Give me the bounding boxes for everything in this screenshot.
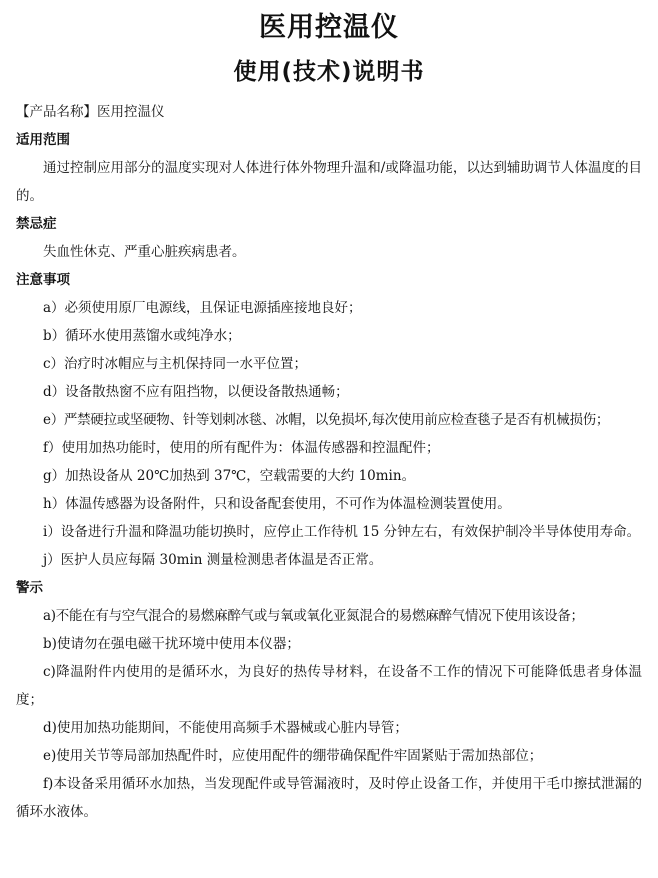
warning-item-d: d)使用加热功能期间，不能使用高频手术器械或心脏内导管；	[43, 720, 408, 736]
scope-text: 通过控制应用部分的温度实现对人体进行体外物理升温和/或降温功能，以达到辅助调节人体温度的目的。	[16, 160, 642, 204]
warnings-list	[16, 602, 642, 826]
precaution-item-i: i）设备进行升温和降温功能切换时，应停止工作待机 15 分钟左右，有效保护制冷半导体使用寿命。	[43, 524, 641, 540]
document-title: 医用控温仪	[259, 12, 399, 43]
warning-item-e: e)使用关节等局部加热配件时，应使用配件的绷带确保配件牢固紧贴于需加热部位；	[43, 748, 543, 764]
precaution-item-d: d）设备散热窗不应有阻挡物，以便设备散热通畅；	[43, 384, 349, 400]
precaution-item-h: h）体温传感器为设备附件，只和设备配套使用，不可作为体温检测装置使用。	[43, 496, 511, 512]
precaution-item-j: j）医护人员应每隔 30min 测量检测患者体温是否正常。	[43, 552, 383, 568]
warning-item-a: a)不能在有与空气混合的易燃麻醉气或与氧或氧化亚氮混合的易燃麻醉气情况下使用该设备；	[43, 608, 584, 624]
contraindications-text: 失血性休克、严重心脏疾病患者。	[43, 244, 246, 260]
document-subtitle: 使用(技术)说明书	[233, 59, 425, 85]
warning-item-b: b)使请勿在强电磁干扰环境中使用本仪器；	[43, 636, 300, 652]
warning-item-c: c)降温附件内使用的是循环水，为良好的热传导材料，在设备不工作的情况下可能降低患者身体温度；	[16, 664, 642, 708]
warning-item-f: f)本设备采用循环水加热，当发现配件或导管漏液时，及时停止设备工作，并使用干毛巾擦拭泄漏的循环水液体。	[16, 776, 642, 820]
precaution-item-e: e）严禁硬拉或坚硬物、针等划刺冰毯、冰帽，以免损坏,每次使用前应检查毯子是否有机械损伤；	[43, 412, 610, 428]
precaution-item-c: c）治疗时冰帽应与主机保持同一水平位置；	[43, 356, 308, 372]
product-name-line: 【产品名称】医用控温仪	[16, 104, 165, 120]
precautions-list	[16, 294, 642, 574]
precaution-item-g: g）加热设备从 20℃加热到 37℃，空载需要的大约 10min。	[43, 468, 416, 484]
precaution-item-a: a）必须使用原厂电源线，且保证电源插座接地良好；	[43, 300, 362, 316]
warnings-heading: 警示	[16, 580, 43, 596]
precautions-heading: 注意事项	[16, 272, 70, 288]
precaution-item-f: f）使用加热功能时，使用的所有配件为：体温传感器和控温配件；	[43, 440, 440, 456]
contraindications-heading: 禁忌症	[16, 216, 57, 232]
precaution-item-b: b）循环水使用蒸馏水或纯净水；	[43, 328, 241, 344]
scope-heading: 适用范围	[16, 132, 70, 148]
